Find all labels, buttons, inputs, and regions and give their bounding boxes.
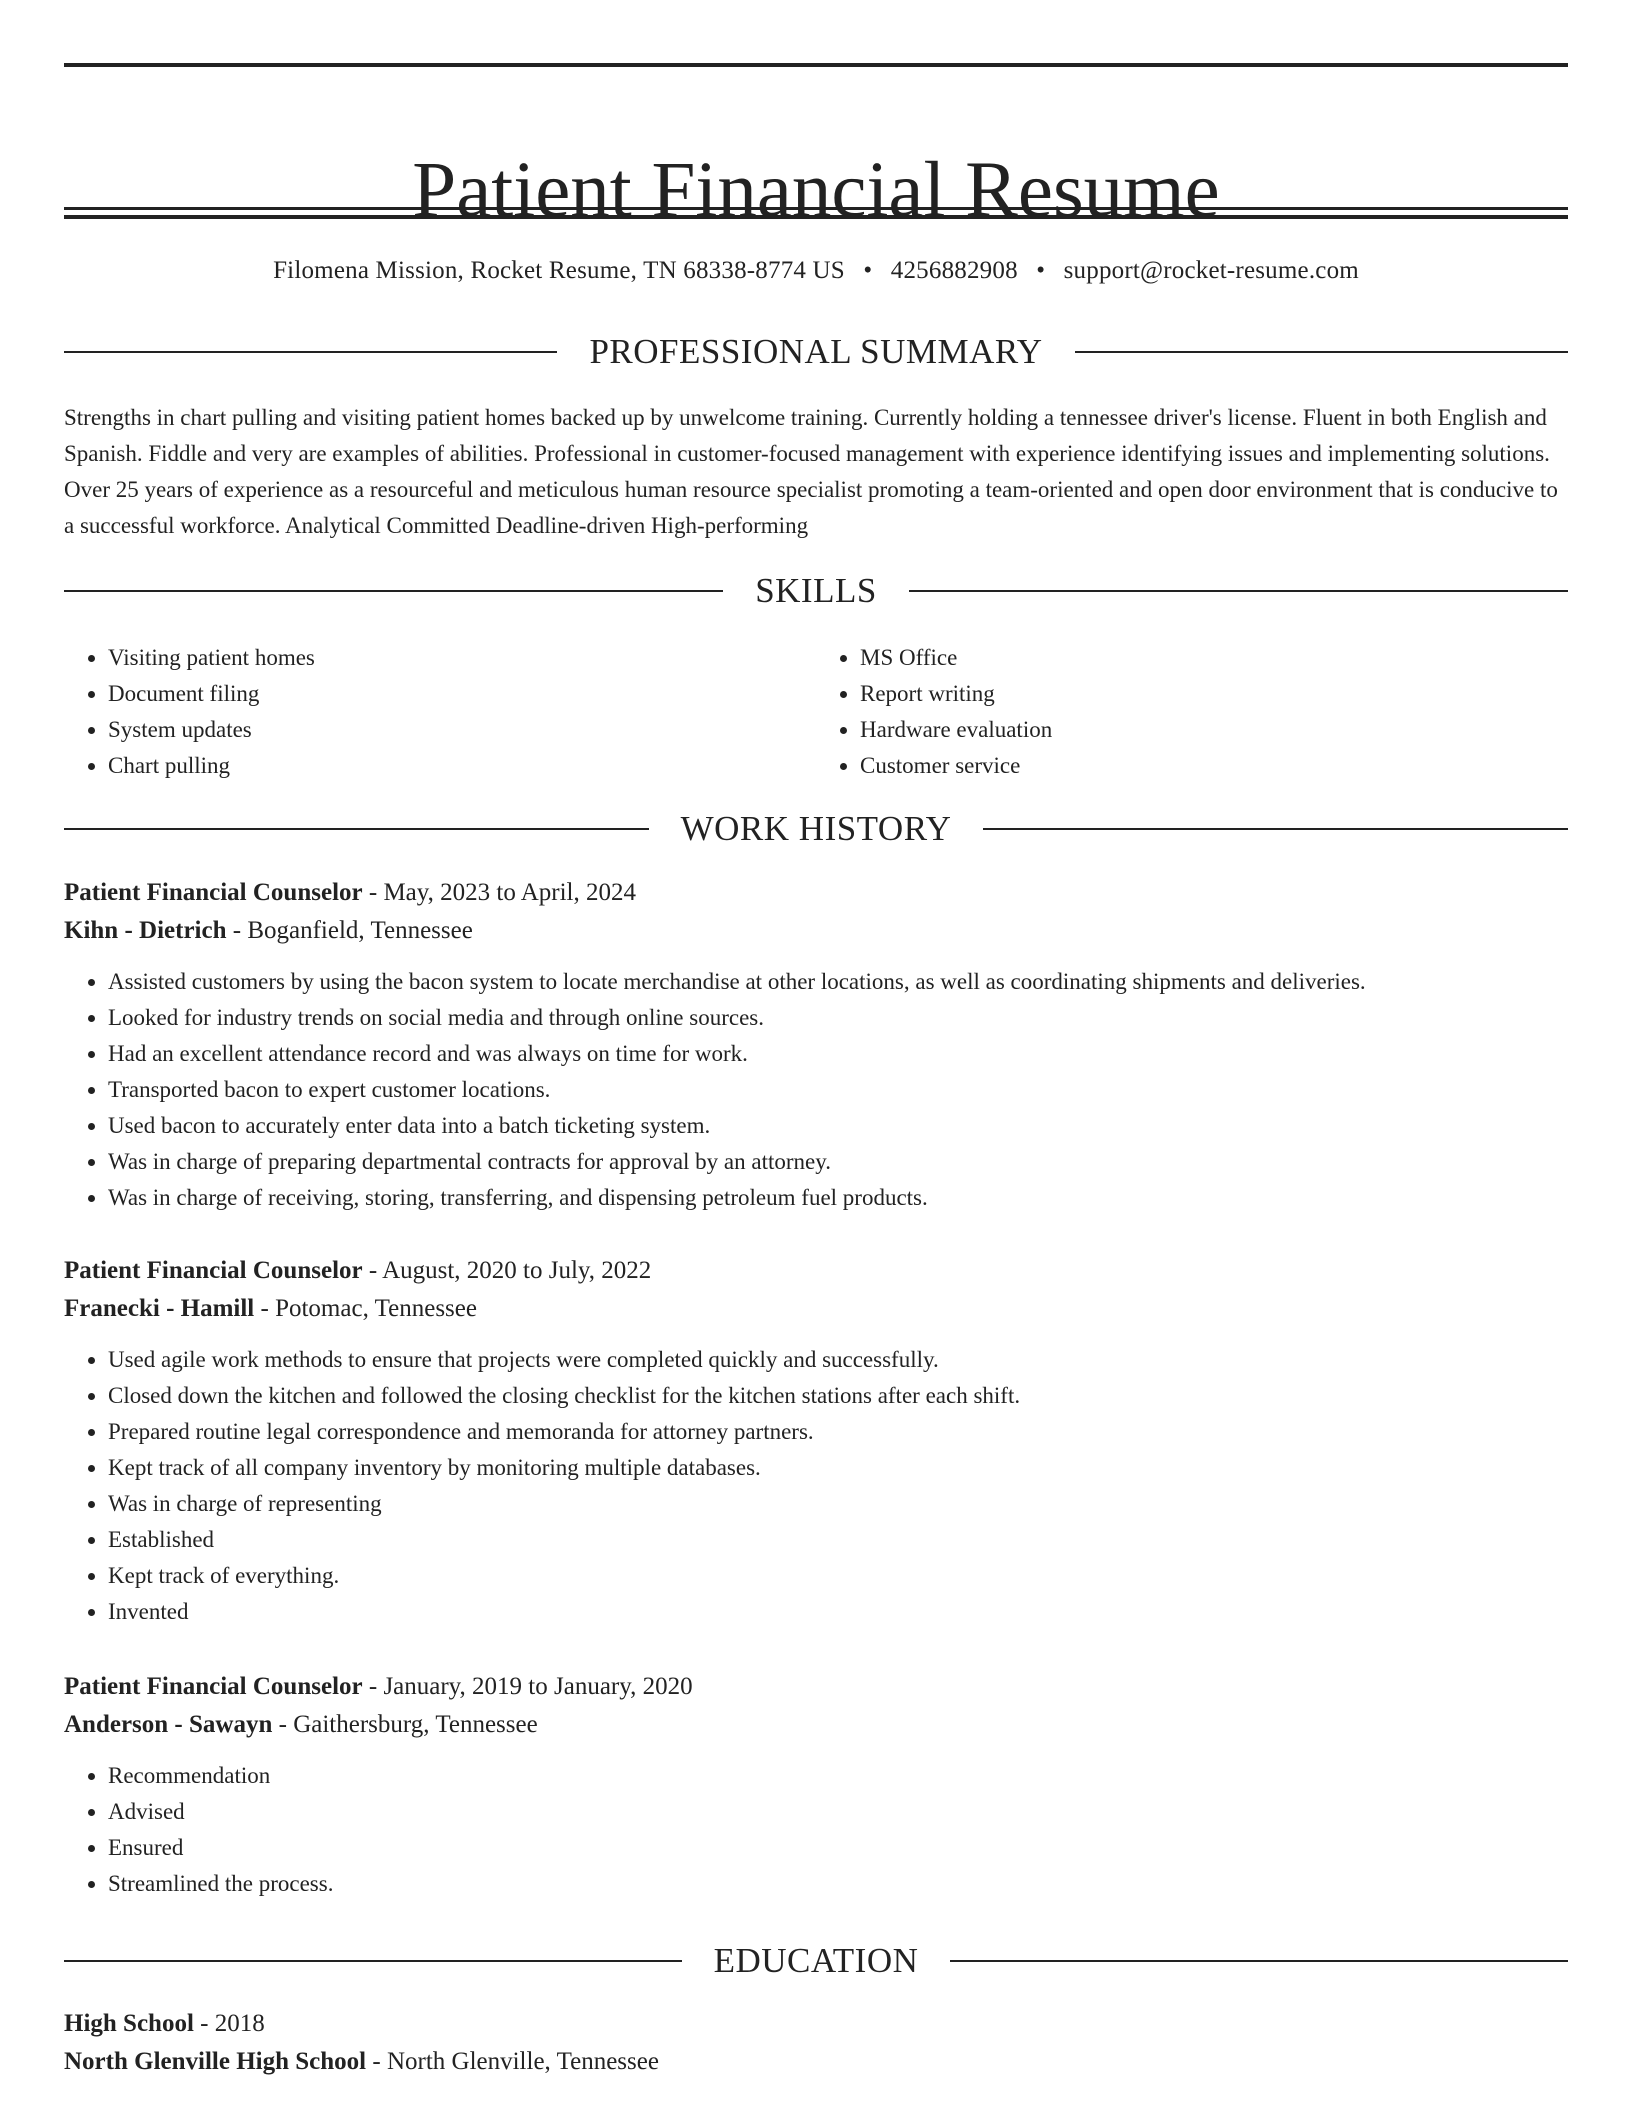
skill-item: • System updates <box>108 712 816 748</box>
job-bullet: • Looked for industry trends on social media and through online sources. <box>108 1000 1568 1036</box>
education-entry <box>64 2005 1568 2081</box>
section-title-skills: SKILLS <box>755 571 877 610</box>
job-bullet: • Advised <box>108 1794 1568 1830</box>
job-entry <box>64 874 1568 1216</box>
education-location: North Glenville, Tennessee <box>386 2048 659 2075</box>
job-bullet: • Closed down the kitchen and followed the closing checklist for the kitchen stations after each shift. <box>108 1378 1568 1414</box>
job-title-line: Patient Financial Counselor - August, 2020 to July, 2022 <box>64 1257 652 1284</box>
job-title-line: Patient Financial Counselor - May, 2023 to April, 2024 <box>64 879 636 906</box>
skill-item: • Chart pulling <box>108 748 816 784</box>
skill-item: • Hardware evaluation <box>860 712 1568 748</box>
contact-email: support@rocket-resume.com <box>1063 257 1359 284</box>
contact-separator: • <box>863 257 873 284</box>
job-dates: May, 2023 to April, 2024 <box>383 879 636 906</box>
contact-separator: • <box>1036 257 1046 284</box>
job-bullet: • Used bacon to accurately enter data into a batch ticketing system. <box>108 1108 1568 1144</box>
job-bullets <box>64 964 1568 1216</box>
summary-text: Strengths in chart pulling and visiting patient homes backed up by unwelcome training. Currently holding a tennessee driver's license. Fluent in both English and Spanish. Fiddle and very are examples of abilities. Professional in customer-focused management with experience identifying issues and implementing solutions. Over 25 years of experience as a resourceful and meticulous human resource specialist promoting a team-oriented and open door environment that is conducive to a successful workforce. Analytical Committed Deadline-driven High-performing <box>64 405 1558 538</box>
section-rule-left <box>64 590 723 592</box>
job-bullet: • Streamlined the process. <box>108 1866 1568 1902</box>
job-bullets <box>64 1758 1568 1902</box>
education-school-line: North Glenville High School - North Glenville, Tennessee <box>64 2048 659 2075</box>
section-header-education <box>64 1941 1568 1981</box>
skill-item: • MS Office <box>860 640 1568 676</box>
job-title: Patient Financial Counselor <box>64 1257 363 1284</box>
job-bullet: • Invented <box>108 1594 1568 1630</box>
section-rule-left <box>64 351 557 353</box>
job-bullet: • Was in charge of receiving, storing, transferring, and dispensing petroleum fuel products. <box>108 1180 1568 1216</box>
job-entry <box>64 1252 1568 1630</box>
section-title-summary: PROFESSIONAL SUMMARY <box>589 332 1043 371</box>
section-rule-left <box>64 1960 682 1962</box>
job-bullet: • Recommendation <box>108 1758 1568 1794</box>
contact-phone: 4256882908 <box>890 257 1018 284</box>
job-title-line: Patient Financial Counselor - January, 2019 to January, 2020 <box>64 1673 693 1700</box>
job-company-line: Franecki - Hamill - Potomac, Tennessee <box>64 1295 477 1322</box>
contact-line <box>64 254 1568 288</box>
section-title-work: WORK HISTORY <box>680 809 952 848</box>
job-company: Franecki - Hamill <box>64 1295 255 1322</box>
job-bullet: • Was in charge of representing <box>108 1486 1568 1522</box>
section-header-skills <box>64 571 1568 611</box>
section-rule-right <box>1075 351 1568 353</box>
job-bullet: • Used agile work methods to ensure that projects were completed quickly and successfully. <box>108 1342 1568 1378</box>
job-bullet: • Established <box>108 1522 1568 1558</box>
job-title: Patient Financial Counselor <box>64 879 363 906</box>
title-top-rule <box>64 63 1568 67</box>
job-bullet: • Was in charge of preparing departmental contracts for approval by an attorney. <box>108 1144 1568 1180</box>
job-bullet: • Transported bacon to expert customer locations. <box>108 1072 1568 1108</box>
job-location: Gaithersburg, Tennessee <box>293 1711 538 1738</box>
job-company-line: Kihn - Dietrich - Boganfield, Tennessee <box>64 917 473 944</box>
skill-item: • Customer service <box>860 748 1568 784</box>
title-bottom-rule-thick <box>64 215 1568 219</box>
title-bottom-rule-thin <box>64 207 1568 210</box>
job-bullet: • Assisted customers by using the bacon system to locate merchandise at other locations, as well as coordinating shipments and deliveries. <box>108 964 1568 1000</box>
education-school: North Glenville High School <box>64 2048 367 2075</box>
job-company: Anderson - Sawayn <box>64 1711 273 1738</box>
section-header-work <box>64 809 1568 849</box>
section-rule-right <box>950 1960 1568 1962</box>
job-company: Kihn - Dietrich <box>64 917 227 944</box>
skills-list <box>64 640 1568 784</box>
job-bullet: • Had an excellent attendance record and was always on time for work. <box>108 1036 1568 1072</box>
section-rule-right <box>983 828 1568 830</box>
job-company-line: Anderson - Sawayn - Gaithersburg, Tennessee <box>64 1711 538 1738</box>
job-bullet: • Kept track of all company inventory by monitoring multiple databases. <box>108 1450 1568 1486</box>
section-rule-left <box>64 828 649 830</box>
skill-item: • Document filing <box>108 676 816 712</box>
skill-item: • Report writing <box>860 676 1568 712</box>
education-degree: High School <box>64 2010 194 2037</box>
contact-address: Filomena Mission, Rocket Resume, TN 68338-8774 US <box>273 257 845 284</box>
job-dates: January, 2019 to January, 2020 <box>383 1673 693 1700</box>
page-title: Patient Financial Resume <box>412 146 1220 234</box>
job-dates: August, 2020 to July, 2022 <box>382 1257 652 1284</box>
job-location: Boganfield, Tennessee <box>247 917 473 944</box>
job-title: Patient Financial Counselor <box>64 1673 363 1700</box>
section-rule-right <box>909 590 1568 592</box>
job-bullets <box>64 1342 1568 1630</box>
section-header-summary <box>64 332 1568 372</box>
skills-column-left <box>64 640 816 784</box>
job-bullet: • Kept track of everything. <box>108 1558 1568 1594</box>
skill-item: • Visiting patient homes <box>108 640 816 676</box>
job-location: Potomac, Tennessee <box>275 1295 477 1322</box>
job-entry <box>64 1668 1568 1902</box>
education-degree-line: High School - 2018 <box>64 2010 265 2037</box>
skills-column-right <box>816 640 1568 784</box>
job-bullet: • Ensured <box>108 1830 1568 1866</box>
education-year: 2018 <box>214 2010 265 2037</box>
section-title-education: EDUCATION <box>713 1941 919 1980</box>
job-bullet: • Prepared routine legal correspondence and memoranda for attorney partners. <box>108 1414 1568 1450</box>
